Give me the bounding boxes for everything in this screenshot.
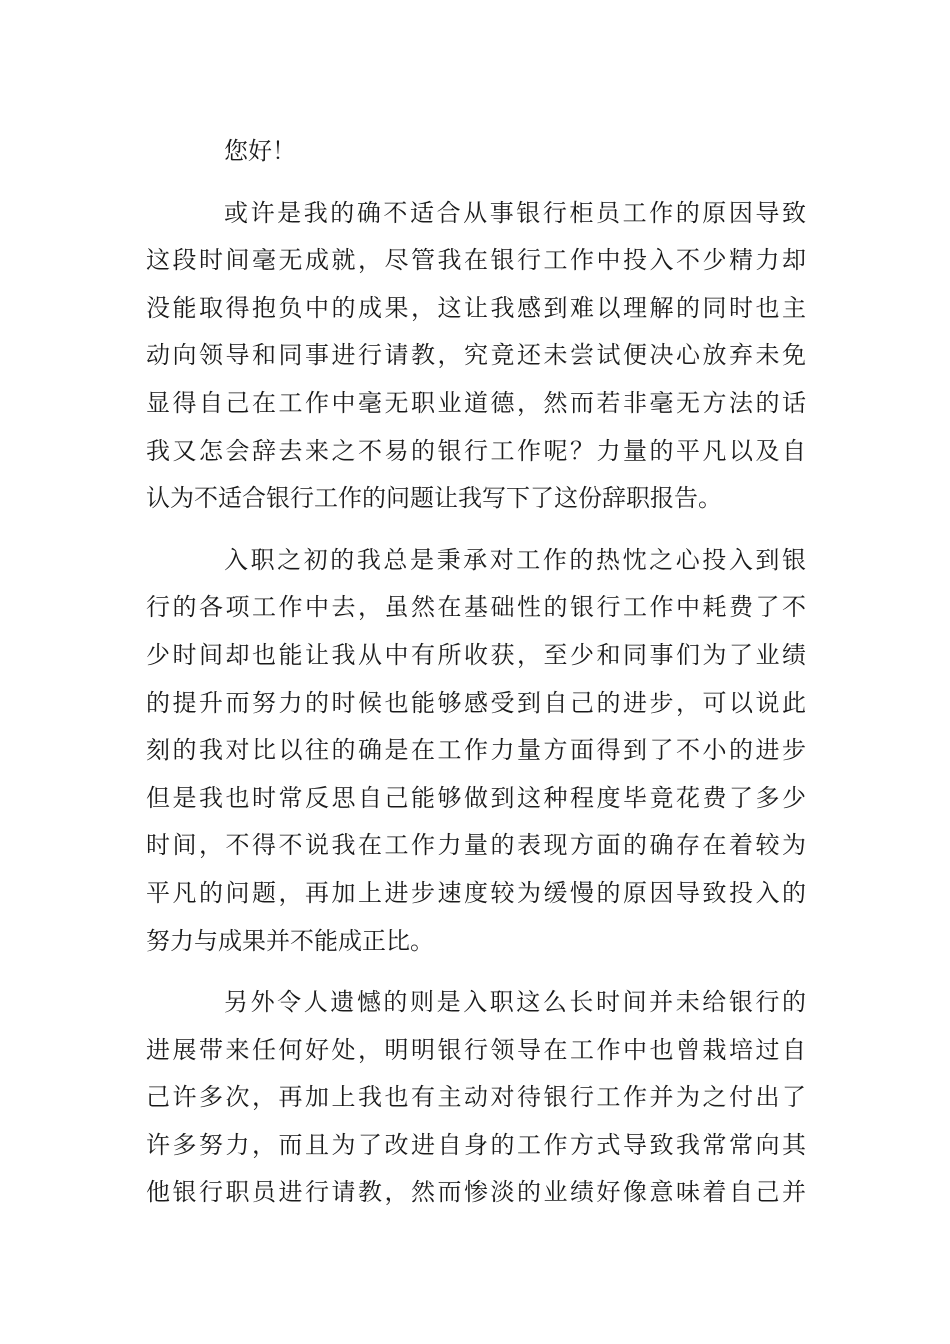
paragraph-1 bbox=[146, 190, 806, 523]
paragraph-line: 显得自己在工作中毫无职业道德，然而若非毫无方法的话 bbox=[146, 388, 806, 417]
paragraph-2 bbox=[146, 537, 806, 965]
paragraph-line: 没能取得抱负中的成果，这让我感到难以理解的同时也主 bbox=[146, 293, 806, 322]
paragraph-line: 时间，不得不说我在工作力量的表现方面的确存在着较为 bbox=[146, 831, 806, 860]
paragraph-line: 努力与成果并不能成正比。 bbox=[146, 926, 434, 955]
paragraph-line: 这段时间毫无成就，尽管我在银行工作中投入不少精力却 bbox=[146, 246, 806, 275]
letter-body bbox=[146, 128, 806, 1217]
paragraph-line: 但是我也时常反思自己能够做到这种程度毕竟花费了多少 bbox=[146, 783, 806, 812]
paragraph-line: 的提升而努力的时候也能够感受到自己的进步，可以说此 bbox=[146, 688, 806, 717]
spacer bbox=[146, 523, 806, 537]
spacer bbox=[146, 965, 806, 979]
paragraph-line: 行的各项工作中去，虽然在基础性的银行工作中耗费了不 bbox=[146, 593, 806, 622]
paragraph-line: 进展带来任何好处，明明银行领导在工作中也曾栽培过自 bbox=[146, 1035, 806, 1064]
paragraph-line: 他银行职员进行请教，然而惨淡的业绩好像意味着自己并 bbox=[146, 1178, 806, 1207]
paragraph-line: 我又怎会辞去来之不易的银行工作呢？力量的平凡以及自 bbox=[146, 436, 806, 465]
paragraph-line: 或许是我的确不适合从事银行柜员工作的原因导致 bbox=[224, 198, 806, 227]
paragraph-line: 少时间却也能让我从中有所收获，至少和同事们为了业绩 bbox=[146, 640, 806, 669]
paragraph-line: 许多努力，而且为了改进自身的工作方式导致我常常向其 bbox=[146, 1130, 806, 1159]
greeting: 您好！ bbox=[224, 137, 296, 165]
paragraph-line: 另外令人遗憾的则是入职这么长时间并未给银行的 bbox=[224, 988, 806, 1017]
paragraph-line: 动向领导和同事进行请教，究竟还未尝试便决心放弃未免 bbox=[146, 341, 806, 370]
paragraph-3 bbox=[146, 979, 806, 1217]
spacer bbox=[146, 176, 806, 190]
paragraph-line: 认为不适合银行工作的问题让我写下了这份辞职报告。 bbox=[146, 484, 722, 513]
paragraph-line: 平凡的问题，再加上进步速度较为缓慢的原因导致投入的 bbox=[146, 878, 806, 907]
paragraph-line: 己许多次，再加上我也有主动对待银行工作并为之付出了 bbox=[146, 1083, 806, 1112]
paragraph-line: 刻的我对比以往的确是在工作力量方面得到了不小的进步 bbox=[146, 736, 806, 765]
paragraph-line: 入职之初的我总是秉承对工作的热忱之心投入到银 bbox=[224, 545, 806, 574]
